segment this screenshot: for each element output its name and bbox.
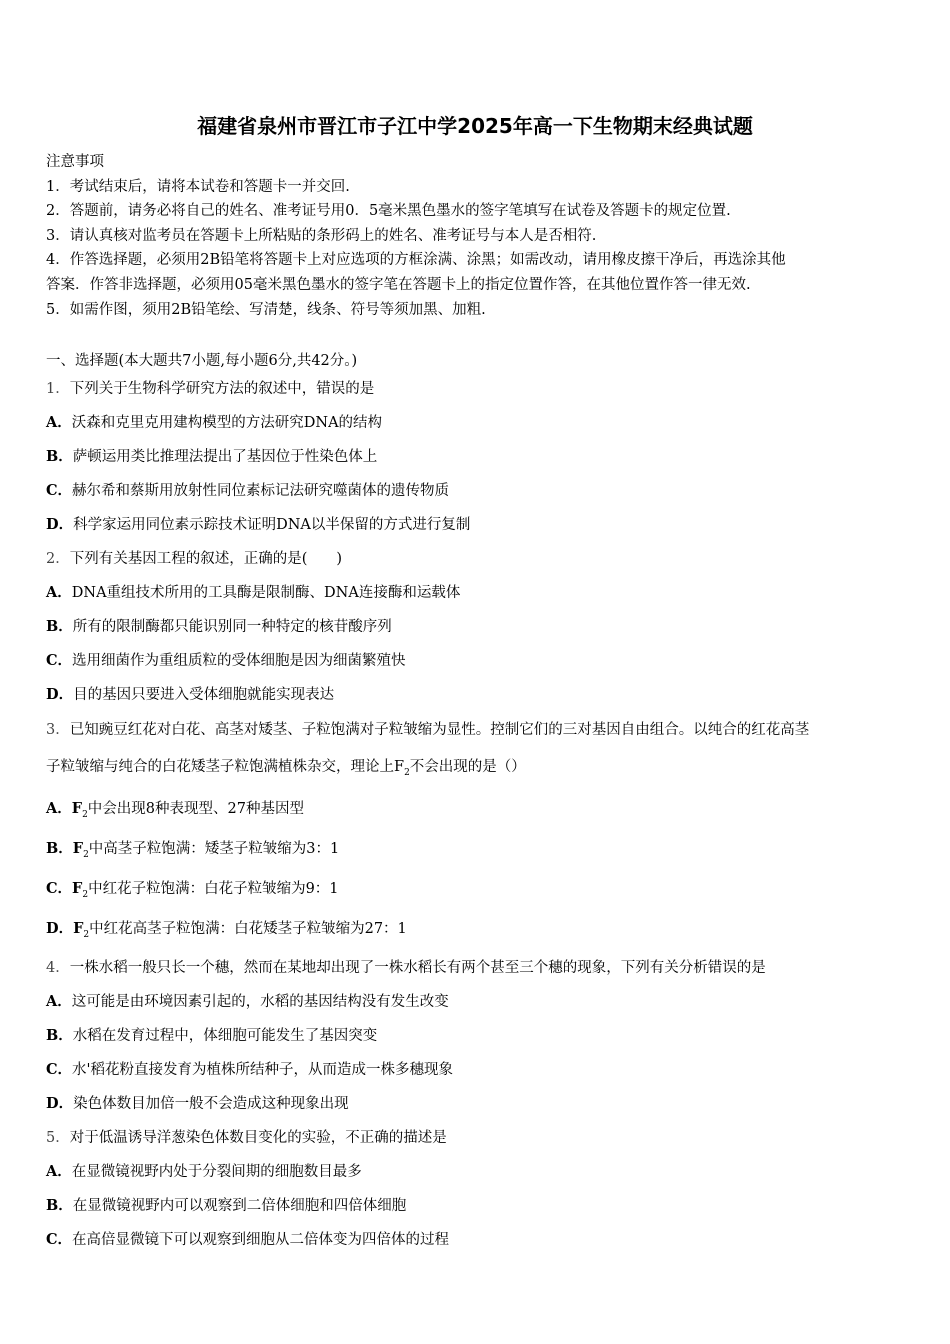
notice-heading: 注意事项 [46,154,104,170]
option-d [46,508,912,542]
page-title: 福建省泉州市晋江市子江中学2025年高一下生物期末经典试题 [197,114,753,138]
option-text: 目的基因只要进入受体细胞就能实现表达 [73,687,335,703]
option-text: 科学家运用同位素示踪技术证明DNA以半保留的方式进行复制 [73,517,471,533]
question-text: 对于低温诱导洋葱染色体数目变化的实验，不正确的描述是 [69,1130,447,1147]
option-text: 水稻在发育过程中，体细胞可能发生了基因突变 [72,1028,378,1045]
option-letter: D． [46,1095,74,1113]
question-text: 子粒皱缩与纯合的白花矮茎子粒饱满植株杂交，理论上F [46,759,405,775]
option-letter: D． [46,516,74,533]
option-prefix: F [72,879,83,897]
question-text: 下列有关基因工程的叙述，正确的是( ) [69,551,343,567]
option-a [46,1155,912,1189]
question-text: 已知豌豆红花对白花、高茎对矮茎、子粒饱满对子粒皱缩为显性。控制它们的三对基因自由组合。以纯合的红花高茎 [69,722,810,738]
option-text: 沃森和克里克用建构模型的方法研究DNA的结构 [71,415,383,431]
option-letter: C． [46,1231,73,1249]
option-c [46,1223,912,1257]
option-text: 所有的限制酶都只能识别同一种特定的核苷酸序列 [72,619,392,635]
notice-item: 4．作答选择题，必须用2B铅笔将答题卡上对应选项的方框涂满、涂黑；如需改动，请用橡皮擦干净后，再选涂其他 [46,252,786,269]
question-2-stem [46,542,912,576]
notice-item: 5．如需作图，须用2B铅笔绘、写清楚，线条、符号等须加黑、加粗. [46,301,486,318]
option-b [46,832,912,872]
question-number: 4． [46,960,70,977]
option-text: 在高倍显微镜下可以观察到细胞从二倍体变为四倍体的过程 [72,1232,450,1249]
option-letter: B． [46,1197,73,1215]
option-letter: D． [46,686,74,703]
option-text: 赫尔希和蔡斯用放射性同位素标记法研究噬菌体的遗传物质 [72,483,450,499]
subscript: 2 [82,809,88,820]
notice-item: 3．请认真核对监考员在答题卡上所粘贴的条形码上的姓名、准考证号与本人是否相符. [46,227,597,244]
option-text: 水'稻花粉直接发育为植株所结种子，从而造成一株多穗现象 [72,1062,454,1079]
option-c [46,474,912,508]
option-b [46,440,912,474]
option-a [46,576,912,610]
option-letter: A． [46,1163,72,1181]
option-prefix: F [73,919,84,937]
notice-item: 1．考试结束后，请将本试卷和答题卡一并交回. [46,178,350,195]
option-d [46,1087,912,1121]
option-c [46,1053,912,1087]
option-text: 萨顿运用类比推理法提出了基因位于性染色体上 [72,449,378,465]
question-text: 不会出现的是（） [409,759,526,775]
question-list [46,372,912,1257]
question-number: 5． [46,1130,70,1147]
subscript: 2 [404,767,410,778]
option-letter: D． [46,919,74,937]
subscript: 2 [83,929,90,940]
option-a [46,985,912,1019]
question-3-stem-line2 [46,749,912,792]
option-letter: B． [46,839,73,857]
notice-item: 答案．作答非选择题，必须用05毫米黑色墨水的签字笔在答题卡上的指定位置作答，在其他位置作答一律无效. [46,276,751,293]
question-number: 2． [46,551,70,567]
question-5-stem [46,1121,912,1155]
option-text: 中会出现8种表现型、27种基因型 [87,800,304,817]
option-text: 选用细菌作为重组质粒的受体细胞是因为细菌繁殖快 [72,653,406,669]
option-b [46,1189,912,1223]
option-prefix: F [71,799,83,817]
option-text: 中红花高茎子粒饱满：白花矮茎子粒皱缩为27：1 [89,920,407,937]
option-b [46,610,912,644]
option-text: 中高茎子粒饱满：矮茎子粒皱缩为3：1 [88,840,340,857]
option-letter: C． [46,482,73,499]
question-text: 下列关于生物科学研究方法的叙述中，错误的是 [69,381,375,397]
notice-item: 2．答题前，请务必将自己的姓名、准考证号用0．5毫米黑色墨水的签字笔填写在试卷及答题卡的规定位置. [46,203,731,220]
option-c [46,644,912,678]
option-text: 在显微镜视野内可以观察到二倍体细胞和四倍体细胞 [72,1198,407,1215]
notice-block [46,150,908,322]
question-text: 一株水稻一般只长一个穗，然而在某地却出现了一株水稻长有两个甚至三个穗的现象，下列有关分析错误的是 [69,960,766,977]
option-text: 中红花子粒饱满：白花子粒皱缩为9：1 [88,880,339,897]
option-letter: A． [46,414,72,431]
option-d [46,912,912,952]
option-c [46,872,912,912]
option-a [46,792,912,832]
question-number: 3． [46,722,70,738]
option-letter: B． [46,1027,73,1045]
option-letter: C． [46,1061,73,1079]
option-text: 在显微镜视野内处于分裂间期的细胞数目最多 [71,1164,362,1181]
option-letter: C． [46,879,73,897]
option-letter: B． [46,618,73,635]
option-letter: B． [46,448,73,465]
option-a [46,406,912,440]
option-letter: A． [46,584,72,601]
option-text: 这可能是由环境因素引起的，水稻的基因结构没有发生改变 [71,994,449,1011]
option-letter: A． [46,799,72,817]
option-text: DNA重组技术所用的工具酶是限制酶、DNA连接酶和运载体 [71,585,461,601]
option-b [46,1019,912,1053]
option-text: 染色体数目加倍一般不会造成这种现象出现 [73,1096,349,1113]
question-3-stem-line1 [46,712,912,749]
section-header: 一、选择题(本大题共7小题,每小题6分,共42分。) [46,353,358,369]
option-letter: C． [46,652,73,669]
option-prefix: F [72,839,84,857]
question-4-stem [46,951,912,985]
subscript: 2 [83,849,89,860]
option-letter: A． [46,993,72,1011]
subscript: 2 [82,889,89,900]
question-1-stem [46,372,912,406]
question-number: 1． [46,381,70,397]
option-d [46,678,912,712]
